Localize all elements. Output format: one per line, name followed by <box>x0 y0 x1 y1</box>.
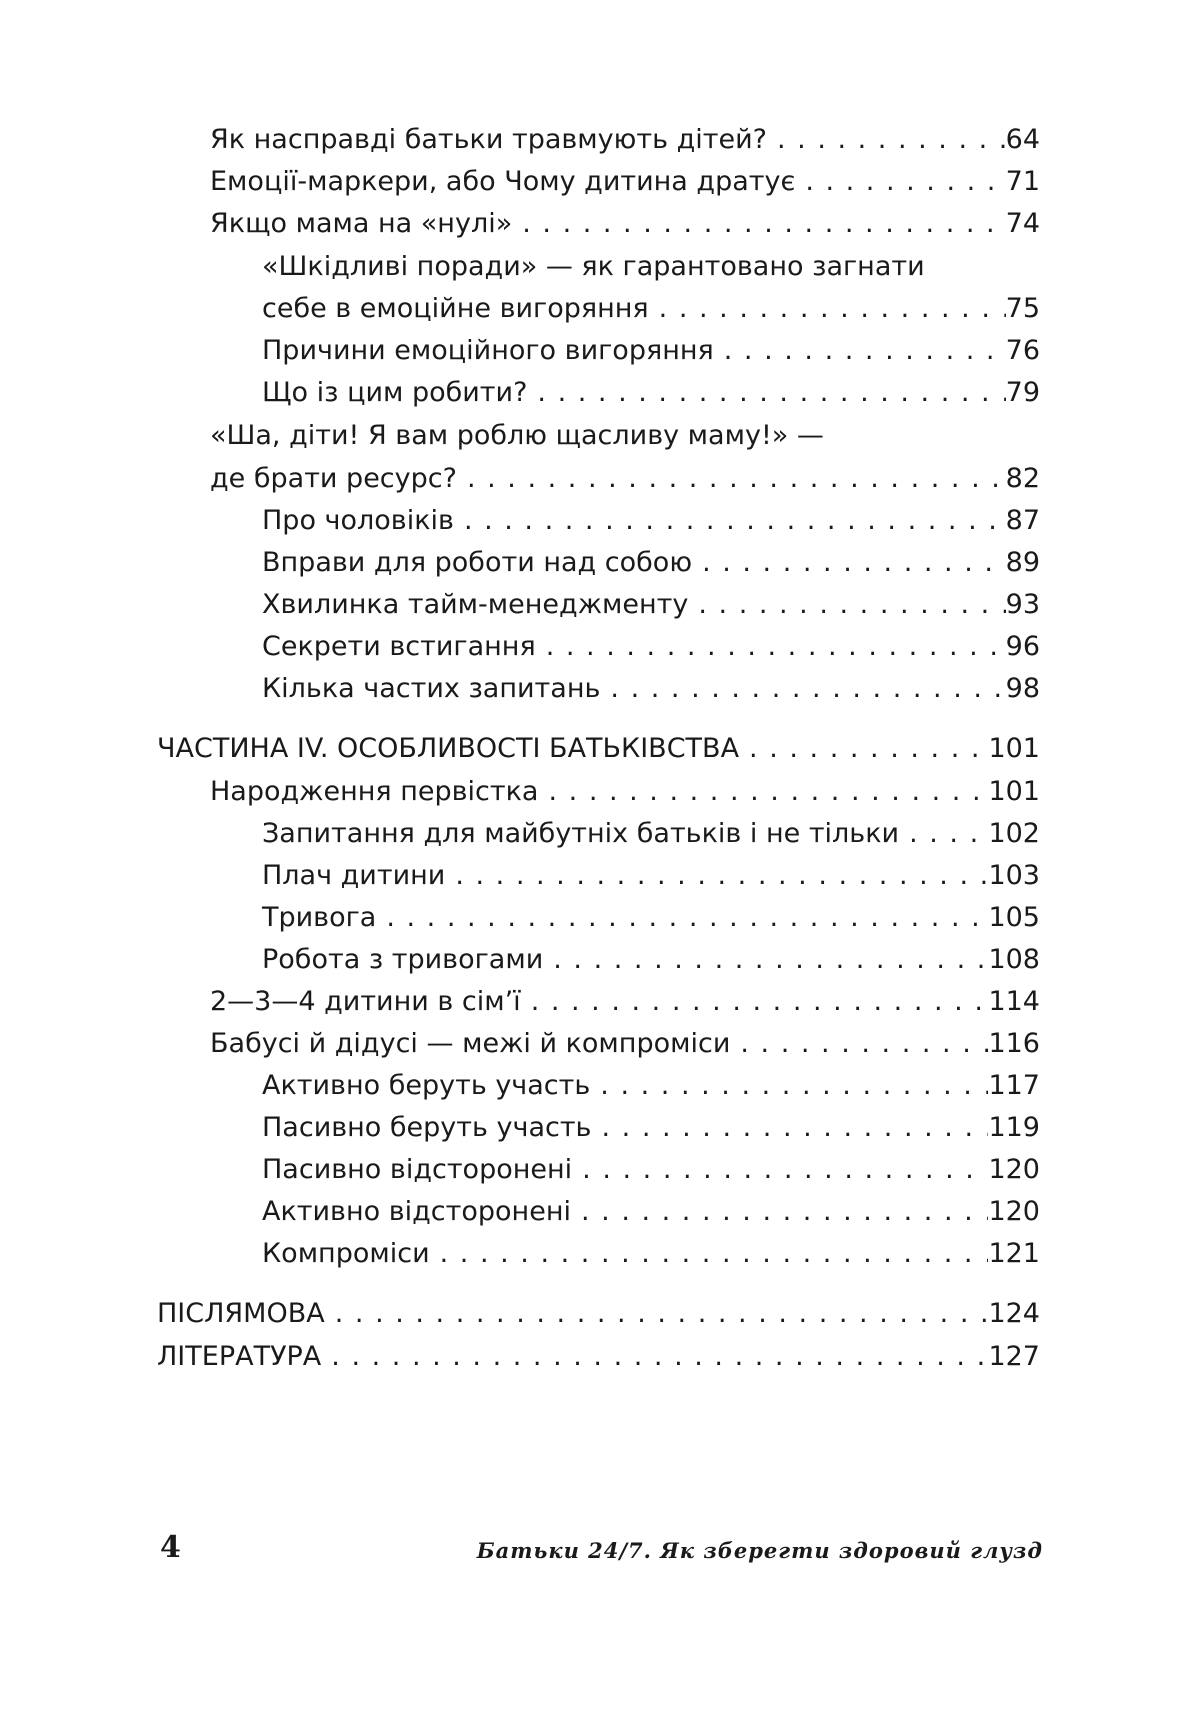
toc-entry <box>262 667 1040 711</box>
toc-dot-leader <box>376 896 988 940</box>
toc-entry-title: 2—3—4 дитини в сім’ї <box>210 986 521 1017</box>
toc-entry-page: 98 <box>1005 673 1040 704</box>
toc-entry <box>210 457 1040 501</box>
toc-entry <box>157 1292 1040 1336</box>
toc-dot-leader <box>321 1335 988 1379</box>
toc-entry <box>210 202 1040 246</box>
toc-dot-leader <box>600 667 1005 711</box>
toc-entry <box>262 371 1040 415</box>
toc-entry-title: Якщо мама на «нулі» <box>210 208 513 239</box>
toc-entry-title: Емоції-маркери, або Чому дитина дратує <box>210 166 796 197</box>
toc-entry-page: 101 <box>988 776 1040 807</box>
toc-entry <box>262 1106 1040 1150</box>
toc-dot-leader <box>457 457 1006 501</box>
toc-entry-page: 124 <box>988 1298 1040 1329</box>
toc-entry-title: Що із цим робити? <box>262 377 528 408</box>
toc-dot-leader <box>795 160 1005 204</box>
toc-entry <box>210 770 1040 814</box>
toc-dot-leader <box>590 1064 988 1108</box>
toc-dot-leader <box>692 541 1006 585</box>
toc-dot-leader <box>730 1022 988 1066</box>
toc-dot-leader <box>688 583 1005 627</box>
toc-entry-title: ЧАСТИНА IV. ОСОБЛИВОСТІ БАТЬКІВСТВА <box>157 733 740 764</box>
toc-entry <box>262 854 1040 898</box>
page-number: 4 <box>160 1530 181 1565</box>
toc-entry <box>210 414 1040 458</box>
toc-entry <box>210 980 1040 1024</box>
toc-dot-leader <box>325 1292 989 1336</box>
toc-entry-page: 64 <box>1005 124 1040 155</box>
toc-entry-title: Причини емоційного вигоряння <box>262 335 714 366</box>
toc-dot-leader <box>430 1232 989 1276</box>
toc-dot-leader <box>649 287 1006 331</box>
toc-dot-leader <box>512 202 1005 246</box>
toc-entry-title: ПІСЛЯМОВА <box>157 1298 325 1329</box>
toc-entry <box>262 625 1040 669</box>
toc-entry-title: Про чоловіків <box>262 505 454 536</box>
toc-entry-page: 87 <box>1005 505 1040 536</box>
toc-dot-leader <box>571 1190 988 1234</box>
toc-entry-page: 114 <box>988 986 1040 1017</box>
toc-entry-title: Кілька частих запитань <box>262 673 601 704</box>
toc-dot-leader <box>591 1106 988 1150</box>
toc-entry <box>210 1022 1040 1066</box>
toc-entry-page: 108 <box>988 944 1040 975</box>
toc-entry <box>262 499 1040 543</box>
toc-dot-leader <box>536 625 1006 669</box>
toc-dot-leader <box>521 980 989 1024</box>
toc-entry <box>262 583 1040 627</box>
toc-entry-page: 103 <box>988 860 1040 891</box>
toc-dot-leader <box>527 371 1005 415</box>
toc-entry-title: «Шкідливі поради» — як гарантовано загнати <box>262 251 925 282</box>
toc-dot-leader <box>714 329 1006 373</box>
toc-entry-page: 120 <box>988 1154 1040 1185</box>
toc-entry-title: Пасивно відсторонені <box>262 1154 573 1185</box>
toc-entry <box>262 541 1040 585</box>
toc-entry-page: 119 <box>988 1112 1040 1143</box>
toc-entry-page: 127 <box>988 1341 1040 1372</box>
toc-entry-page: 82 <box>1005 463 1040 494</box>
toc-entry-page: 120 <box>988 1196 1040 1227</box>
toc-dot-leader <box>454 499 1006 543</box>
toc-entry-page: 105 <box>988 902 1040 933</box>
toc-entry-title: ЛІТЕРАТУРА <box>157 1341 322 1372</box>
toc-entry <box>157 727 1040 771</box>
toc-entry-page: 93 <box>1005 589 1040 620</box>
toc-entry <box>262 1232 1040 1276</box>
toc-entry-title: Народження первістка <box>210 776 539 807</box>
toc-entry <box>262 245 1040 289</box>
toc-entry <box>262 1148 1040 1192</box>
toc-entry-title: себе в емоційне вигоряння <box>262 293 649 324</box>
toc-entry-title: де брати ресурс? <box>210 463 457 494</box>
toc-entry-title: Тривога <box>262 902 377 933</box>
toc-entry <box>262 287 1040 331</box>
toc-entry-page: 116 <box>988 1028 1040 1059</box>
toc-dot-leader <box>538 770 988 814</box>
toc-entry <box>262 329 1040 373</box>
toc-entry-page: 121 <box>988 1238 1040 1269</box>
toc-entry-title: Плач дитини <box>262 860 446 891</box>
toc-entry-page: 74 <box>1005 208 1040 239</box>
toc-entry-page: 96 <box>1005 631 1040 662</box>
toc-entry-title: Активно відсторонені <box>262 1196 571 1227</box>
toc-entry-title: «Ша, діти! Я вам роблю щасливу маму!» — <box>210 420 824 451</box>
toc-entry <box>262 938 1040 982</box>
toc-entry-title: Секрети встигання <box>262 631 536 662</box>
toc-entry-page: 89 <box>1005 547 1040 578</box>
toc-entry-page: 79 <box>1005 377 1040 408</box>
toc-entry-page: 117 <box>988 1070 1040 1101</box>
toc-entry <box>262 896 1040 940</box>
toc-dot-leader <box>572 1148 988 1192</box>
toc-entry-title: Компроміси <box>262 1238 430 1269</box>
toc-entry-title: Вправи для роботи над собою <box>262 547 693 578</box>
toc-entry <box>262 1064 1040 1108</box>
toc-entry <box>262 1190 1040 1234</box>
toc-dot-leader <box>739 727 988 771</box>
toc-entry-title: Хвилинка тайм-менеджменту <box>262 589 689 620</box>
toc-dot-leader <box>543 938 988 982</box>
toc-entry-page: 102 <box>988 818 1040 849</box>
toc-dot-leader <box>767 118 1006 162</box>
toc-entry-title: Як насправді батьки травмують дітей? <box>210 124 767 155</box>
toc-entry-title: Робота з тривогами <box>262 944 544 975</box>
toc-entry-title: Бабусі й дідусі — межі й компроміси <box>210 1028 731 1059</box>
toc-entry <box>210 160 1040 204</box>
toc-dot-leader <box>445 854 988 898</box>
toc-entry-page: 71 <box>1005 166 1040 197</box>
toc-entry-page: 75 <box>1005 293 1040 324</box>
toc-entry-page: 76 <box>1005 335 1040 366</box>
toc-entry <box>262 812 1040 856</box>
running-footer-book-title: Батьки 24/7. Як зберегти здоровий глузд <box>476 1538 1043 1563</box>
toc-entry-title: Запитання для майбутніх батьків і не тільки <box>262 818 900 849</box>
toc-entry-title: Активно беруть участь <box>262 1070 591 1101</box>
toc-entry <box>157 1335 1040 1379</box>
toc-entry-page: 101 <box>988 733 1040 764</box>
toc-entry-title: Пасивно беруть участь <box>262 1112 592 1143</box>
toc-dot-leader <box>899 812 988 856</box>
toc-entry <box>210 118 1040 162</box>
